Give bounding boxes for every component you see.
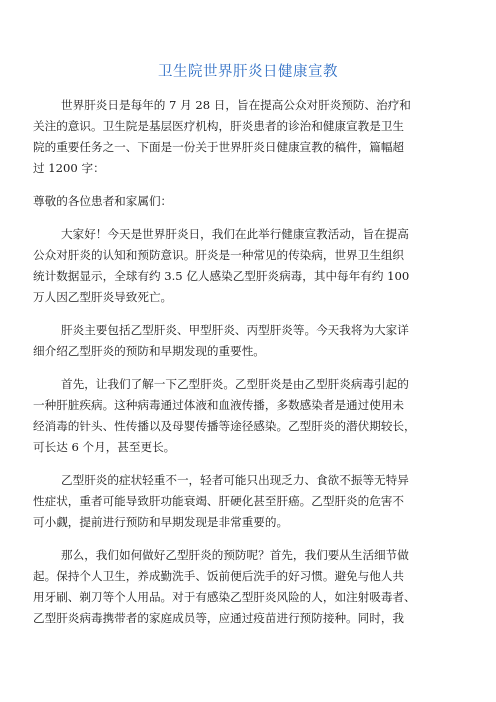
paragraph-line: 性症状，重者可能导致肝功能衰竭、肝硬化甚至肝癌。乙型肝炎的危害不	[33, 494, 405, 508]
paragraph-line: 世界肝炎日是每年的 7 月 28 日，旨在提高公众对肝炎预防、治疗和	[61, 98, 411, 112]
salutation: 尊敬的各位患者和家属们：	[33, 194, 173, 208]
paragraph-line: 院的重要任务之一、下面是一份关于世界肝炎日健康宣教的稿件，篇幅超	[33, 140, 405, 154]
paragraph-line: 一种肝脏疾病。这种病毒通过体液和血液传播，多数感染者是通过使用未	[33, 398, 405, 412]
paragraph-line: 那么，我们如何做好乙型肝炎的预防呢？首先，我们要从生活细节做	[61, 548, 409, 562]
paragraph-line: 统计数据显示，全球有约 3.5 亿人感染乙型肝炎病毒，其中每年有约 100	[33, 269, 410, 283]
paragraph-line: 首先，让我们了解一下乙型肝炎。乙型肝炎是由乙型肝炎病毒引起的	[61, 377, 409, 391]
paragraph-line: 公众对肝炎的认知和预防意识。肝炎是一种常见的传染病，世界卫生组织	[33, 248, 405, 262]
paragraph-line: 关注的意识。卫生院是基层医疗机构，肝炎患者的诊治和健康宣教是卫生	[33, 119, 405, 133]
paragraph-line: 起。保持个人卫生，养成勤洗手、饭前便后洗手的好习惯。避免与他人共	[33, 569, 405, 583]
paragraph-line: 万人因乙型肝炎导致死亡。	[33, 290, 173, 304]
paragraph-line: 过 1200 字：	[33, 161, 105, 175]
paragraph-line: 乙型肝炎的症状轻重不一，轻者可能只出现乏力、食欲不振等无特异	[61, 473, 409, 487]
paragraph-line: 细介绍乙型肝炎的预防和早期发现的重要性。	[33, 344, 265, 358]
paragraph-line: 肝炎主要包括乙型肝炎、甲型肝炎、丙型肝炎等。今天我将为大家详	[61, 323, 409, 337]
paragraph-line: 可小觑，提前进行预防和早期发现是非常重要的。	[33, 515, 289, 529]
paragraph-line: 大家好！今天是世界肝炎日，我们在此举行健康宣教活动，旨在提高	[61, 227, 409, 241]
paragraph-line: 用牙刷、剃刀等个人用品。对于有感染乙型肝炎风险的人，如注射吸毒者、	[33, 590, 416, 604]
paragraph-line: 乙型肝炎病毒携带者的家庭成员等，应通过疫苗进行预防接种。同时，我	[33, 611, 405, 625]
paragraph-line: 经消毒的针头、性传播以及母婴传播等途径感染。乙型肝炎的潜伏期较长，	[33, 419, 416, 433]
paragraph-line: 可长达 6 个月，甚至更长。	[33, 440, 176, 454]
document-title: 卫生院世界肝炎日健康宣教	[158, 64, 338, 80]
